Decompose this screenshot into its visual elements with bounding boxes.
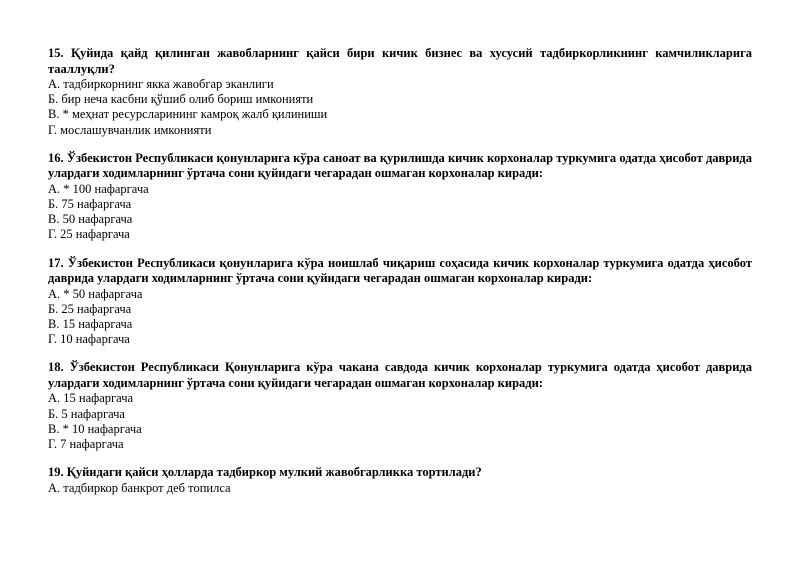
answer-option-g: Г. мослашувчанлик имконияти <box>48 122 212 137</box>
answer-option-v: В. * меҳнат ресурсларининг камроқ жалб қилиниши <box>48 107 328 122</box>
answer-option-a: А. * 50 нафаргача <box>48 286 143 301</box>
question-text <box>48 360 752 391</box>
answer-option-a: А. тадбиркор банкрот деб топилса <box>48 480 231 495</box>
answer-option-a: А. 15 нафаргача <box>48 391 134 406</box>
question-number: 15. <box>48 46 64 60</box>
question-17 <box>48 256 752 348</box>
answer-options <box>48 391 752 452</box>
answer-options <box>48 77 752 138</box>
question-text <box>48 256 752 287</box>
answer-option-v: В. 50 нафаргача <box>48 212 133 227</box>
question-number: 19. <box>48 465 64 480</box>
answer-option-b: Б. 75 нафаргача <box>48 197 132 212</box>
question-body: Ўзбекистон Республикаси Қонунларига кўра чакана савдода кичик корхоналар туркумига одатда ҳисобот даврида улардаги ходимларнинг ўртача сони қуйидаги чегарадан ошмаган корхоналар киради: <box>48 360 753 390</box>
answer-option-v: В. * 10 нафаргача <box>48 421 142 436</box>
question-text <box>48 151 752 182</box>
answer-option-b: Б. бир неча касбни қўшиб олиб бориш имконияти <box>48 92 314 107</box>
question-16 <box>48 151 752 243</box>
question-body: Ўзбекистон Республикаси қонунларига кўра саноат ва қурилишда кичик корхоналар туркумига одатда ҳисобот даврида улардаги ходимларнинг ўртача сони қуйидаги чегарадан ошмаган корхоналар киради: <box>48 150 752 181</box>
question-number: 18. <box>48 360 64 375</box>
answer-option-g: Г. 25 нафаргача <box>48 227 130 242</box>
answer-options <box>48 287 752 348</box>
answer-option-b: Б. 25 нафаргача <box>48 301 132 316</box>
question-body: Қуйидаги қайси ҳолларда тадбиркор мулкий жавобгарликка тортилади? <box>66 465 482 480</box>
document-page <box>48 46 752 509</box>
answer-option-b: Б. 5 нафаргача <box>48 406 125 421</box>
question-body: Ўзбекистон Республикаси қонунларига кўра ноишлаб чиқариш соҳасида кичик корхоналар туркумига одатда ҳисобот даврида улардаги ходимларнинг ўртача сони қуйидаги чегарадан ошмаган корхоналар киради: <box>48 255 752 286</box>
question-number: 16. <box>48 150 64 165</box>
answer-options <box>48 481 752 496</box>
answer-option-g: Г. 7 нафаргача <box>48 437 124 452</box>
question-18 <box>48 360 752 452</box>
answer-options <box>48 182 752 243</box>
question-body: Қуйида қайд қилинган жавобларнинг қайси бири кичик бизнес ва хусусий тадбиркорликнинг камчиликларига тааллуқли? <box>48 46 753 76</box>
question-19 <box>48 465 752 496</box>
answer-option-a: А. * 100 нафаргача <box>48 181 149 196</box>
question-text <box>48 465 752 481</box>
answer-option-g: Г. 10 нафаргача <box>48 332 130 347</box>
answer-option-v: В. 15 нафаргача <box>48 317 133 332</box>
question-number: 17. <box>48 255 64 270</box>
question-15 <box>48 46 752 138</box>
question-text <box>48 46 752 77</box>
answer-option-a: А. тадбиркорнинг якка жавобгар эканлиги <box>48 77 274 91</box>
